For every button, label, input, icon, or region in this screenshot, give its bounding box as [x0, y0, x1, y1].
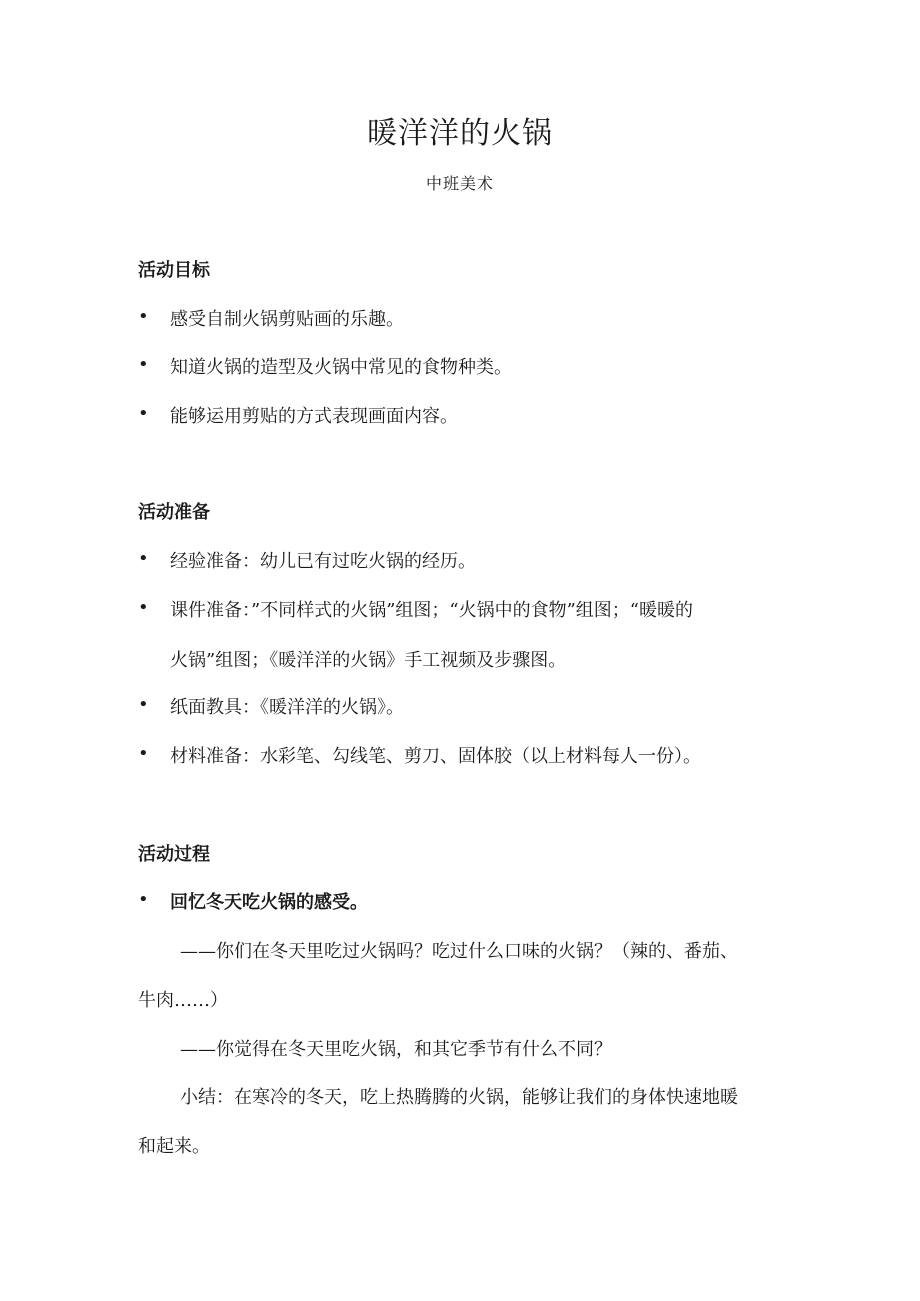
document-title: 暖洋洋的火锅 [367, 116, 553, 151]
bullet-icon: • [138, 548, 149, 569]
bullet-icon: • [138, 403, 149, 424]
prep-item-continuation: 火锅”组图；《暖洋洋的火锅》手工视频及步骤图。 [170, 650, 567, 671]
prep-item: 纸面教具：《暖洋洋的火锅》。 [170, 697, 404, 718]
process-paragraph-continuation: 牛肉……） [138, 990, 228, 1011]
bullet-icon: • [138, 743, 149, 764]
bullet-icon: • [138, 694, 149, 715]
prep-item: 课件准备：”不同样式的火锅”组图；“火锅中的食物”组图；“暖暖的 [170, 600, 694, 621]
section-heading-prep: 活动准备 [138, 502, 210, 523]
process-paragraph: ——你觉得在冬天里吃火锅，和其它季节有什么不同？ [180, 1039, 612, 1060]
bullet-icon: • [138, 306, 149, 327]
goal-item: 感受自制火锅剪贴画的乐趣。 [170, 309, 404, 330]
prep-item: 经验准备：幼儿已有过吃火锅的经历。 [170, 551, 476, 572]
section-heading-goals: 活动目标 [138, 260, 210, 281]
process-summary: 小结：在寒冷的冬天，吃上热腾腾的火锅，能够让我们的身体快速地暖 [180, 1087, 738, 1108]
goal-item: 知道火锅的造型及火锅中常见的食物种类。 [170, 357, 512, 378]
process-summary-continuation: 和起来。 [138, 1136, 210, 1157]
bullet-icon: • [138, 597, 149, 618]
section-heading-process: 活动过程 [138, 844, 210, 865]
goal-item: 能够运用剪贴的方式表现画面内容。 [170, 406, 458, 427]
bullet-icon: • [138, 889, 149, 910]
prep-item: 材料准备：水彩笔、勾线笔、剪刀、固体胶（以上材料每人一份）。 [170, 746, 701, 767]
process-paragraph: ——你们在冬天里吃过火锅吗？吃过什么口味的火锅？（辣的、番茄、 [180, 941, 738, 962]
process-item-title: 回忆冬天吃火锅的感受。 [170, 892, 368, 913]
bullet-icon: • [138, 354, 149, 375]
document-subtitle: 中班美术 [425, 174, 494, 193]
